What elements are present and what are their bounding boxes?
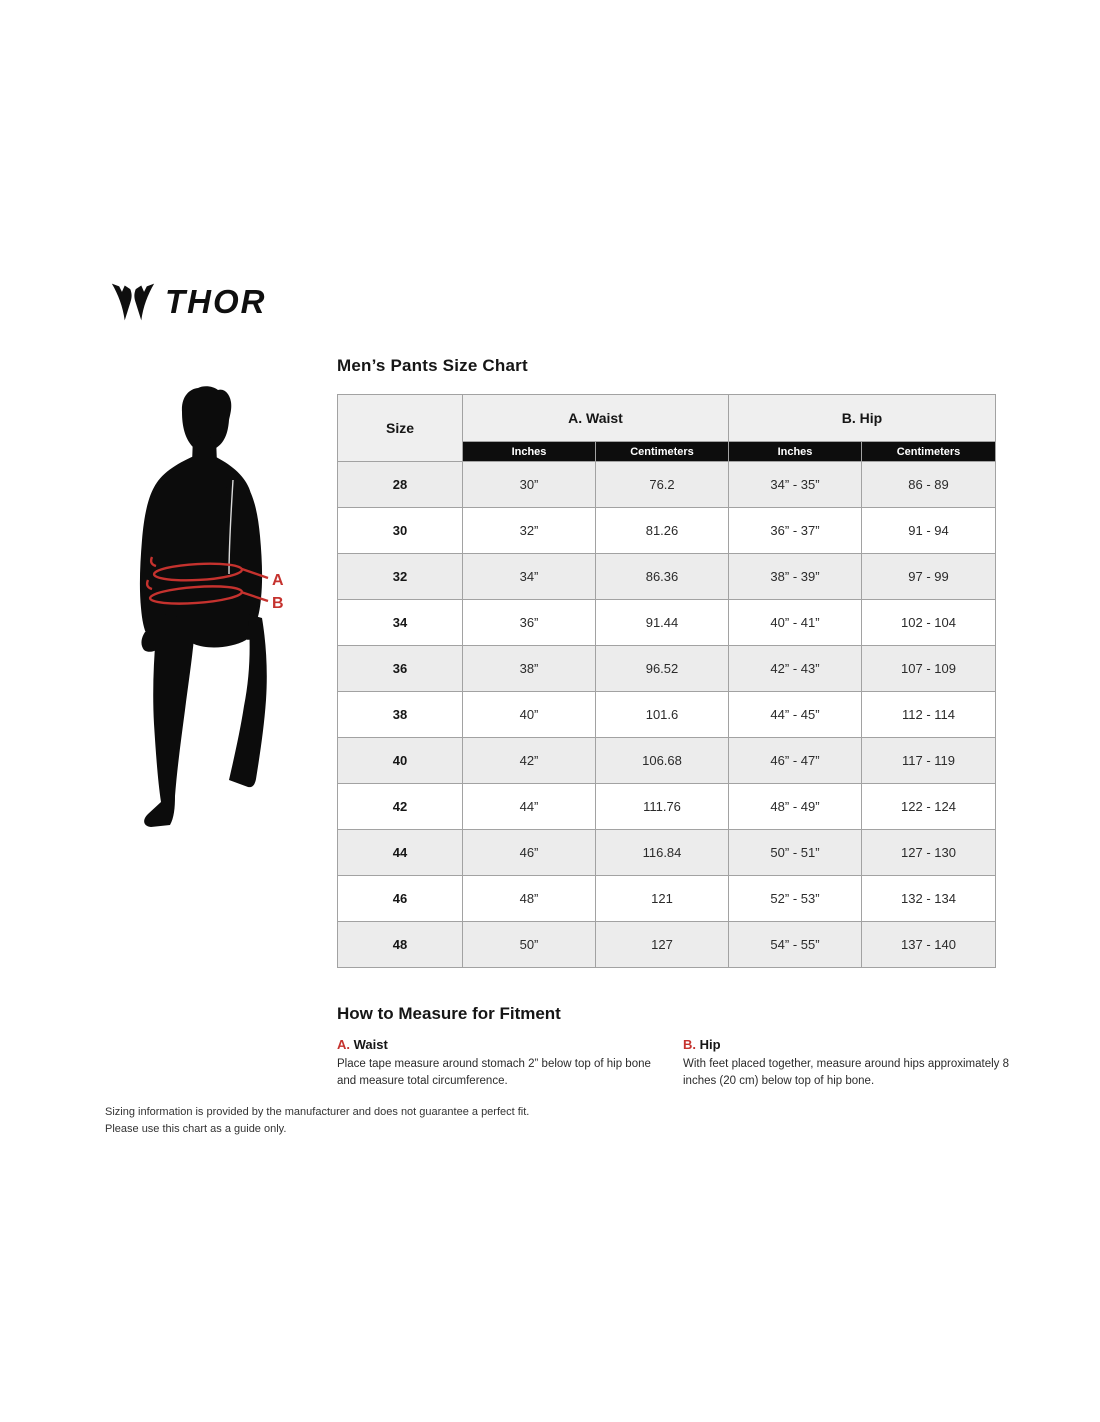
measure-section-hip [683,1037,1013,1089]
col-header-waist-centimeters: Centimeters [596,442,729,462]
size-cell: 46 [338,876,463,922]
value-cell: 34” - 35” [729,462,862,508]
measure-waist-letter: A. [337,1037,350,1052]
table-row [338,784,996,830]
measure-hip-label [683,1037,1013,1052]
table-row [338,462,996,508]
value-cell: 32” [463,508,596,554]
value-cell: 127 [596,922,729,968]
value-cell: 132 - 134 [862,876,996,922]
value-cell: 40” - 41” [729,600,862,646]
value-cell: 50” - 51” [729,830,862,876]
col-header-waist-inches: Inches [463,442,596,462]
value-cell: 30” [463,462,596,508]
brand-logo [110,282,267,322]
brand-name: THOR [165,282,267,321]
table-row [338,692,996,738]
col-header-hip-centimeters: Centimeters [862,442,996,462]
value-cell: 40” [463,692,596,738]
value-cell: 91.44 [596,600,729,646]
measure-section-waist [337,1037,667,1089]
size-cell: 48 [338,922,463,968]
value-cell: 48” [463,876,596,922]
value-cell: 36” [463,600,596,646]
size-cell: 34 [338,600,463,646]
value-cell: 91 - 94 [862,508,996,554]
disclaimer-line-2: Please use this chart as a guide only. [105,1123,287,1136]
value-cell: 44” - 45” [729,692,862,738]
waist-callout-label: A [272,572,284,589]
value-cell: 111.76 [596,784,729,830]
col-group-waist: A. Waist [463,395,729,442]
value-cell: 86 - 89 [862,462,996,508]
value-cell: 52” - 53” [729,876,862,922]
size-cell: 30 [338,508,463,554]
page-title: Men’s Pants Size Chart [337,356,528,375]
body-measurement-figure [136,386,316,854]
value-cell: 34” [463,554,596,600]
size-cell: 36 [338,646,463,692]
size-cell: 38 [338,692,463,738]
measure-waist-text: Place tape measure around stomach 2” below top of hip bone and measure total circumference. [337,1058,651,1087]
value-cell: 106.68 [596,738,729,784]
size-table-body [338,462,996,968]
hip-callout-label: B [272,595,284,612]
value-cell: 101.6 [596,692,729,738]
measure-waist-label [337,1037,667,1052]
col-header-hip-inches: Inches [729,442,862,462]
value-cell: 50” [463,922,596,968]
value-cell: 46” - 47” [729,738,862,784]
value-cell: 116.84 [596,830,729,876]
table-row [338,738,996,784]
value-cell: 112 - 114 [862,692,996,738]
value-cell: 76.2 [596,462,729,508]
value-cell: 96.52 [596,646,729,692]
thor-horns-icon [110,282,156,322]
value-cell: 97 - 99 [862,554,996,600]
male-silhouette-icon [136,386,316,854]
size-cell: 40 [338,738,463,784]
size-cell: 28 [338,462,463,508]
col-group-hip: B. Hip [729,395,996,442]
size-cell: 32 [338,554,463,600]
table-row [338,554,996,600]
disclaimer-note [105,1104,529,1138]
table-row [338,646,996,692]
value-cell: 81.26 [596,508,729,554]
measure-heading: How to Measure for Fitment [337,1004,561,1023]
table-header-row [338,395,996,442]
value-cell: 137 - 140 [862,922,996,968]
measure-hip-name: Hip [699,1037,721,1052]
value-cell: 121 [596,876,729,922]
value-cell: 48” - 49” [729,784,862,830]
value-cell: 36” - 37” [729,508,862,554]
col-header-size: Size [338,395,463,462]
value-cell: 38” [463,646,596,692]
value-cell: 44” [463,784,596,830]
table-row [338,876,996,922]
measure-hip-letter: B. [683,1037,696,1052]
measure-waist-name: Waist [353,1037,388,1052]
value-cell: 86.36 [596,554,729,600]
table-row [338,922,996,968]
value-cell: 107 - 109 [862,646,996,692]
disclaimer-line-1: Sizing information is provided by the manufacturer and does not guarantee a perfect fit. [105,1106,530,1118]
value-cell: 38” - 39” [729,554,862,600]
value-cell: 102 - 104 [862,600,996,646]
table-row [338,508,996,554]
value-cell: 42” - 43” [729,646,862,692]
table-row [338,600,996,646]
measure-hip-text: With feet placed together, measure around hips approximately 8 inches (20 cm) below top of hip bone. [683,1058,1010,1087]
value-cell: 42” [463,738,596,784]
value-cell: 54” - 55” [729,922,862,968]
size-table [337,394,996,968]
value-cell: 117 - 119 [862,738,996,784]
value-cell: 46” [463,830,596,876]
table-row [338,830,996,876]
size-cell: 44 [338,830,463,876]
value-cell: 122 - 124 [862,784,996,830]
value-cell: 127 - 130 [862,830,996,876]
size-cell: 42 [338,784,463,830]
